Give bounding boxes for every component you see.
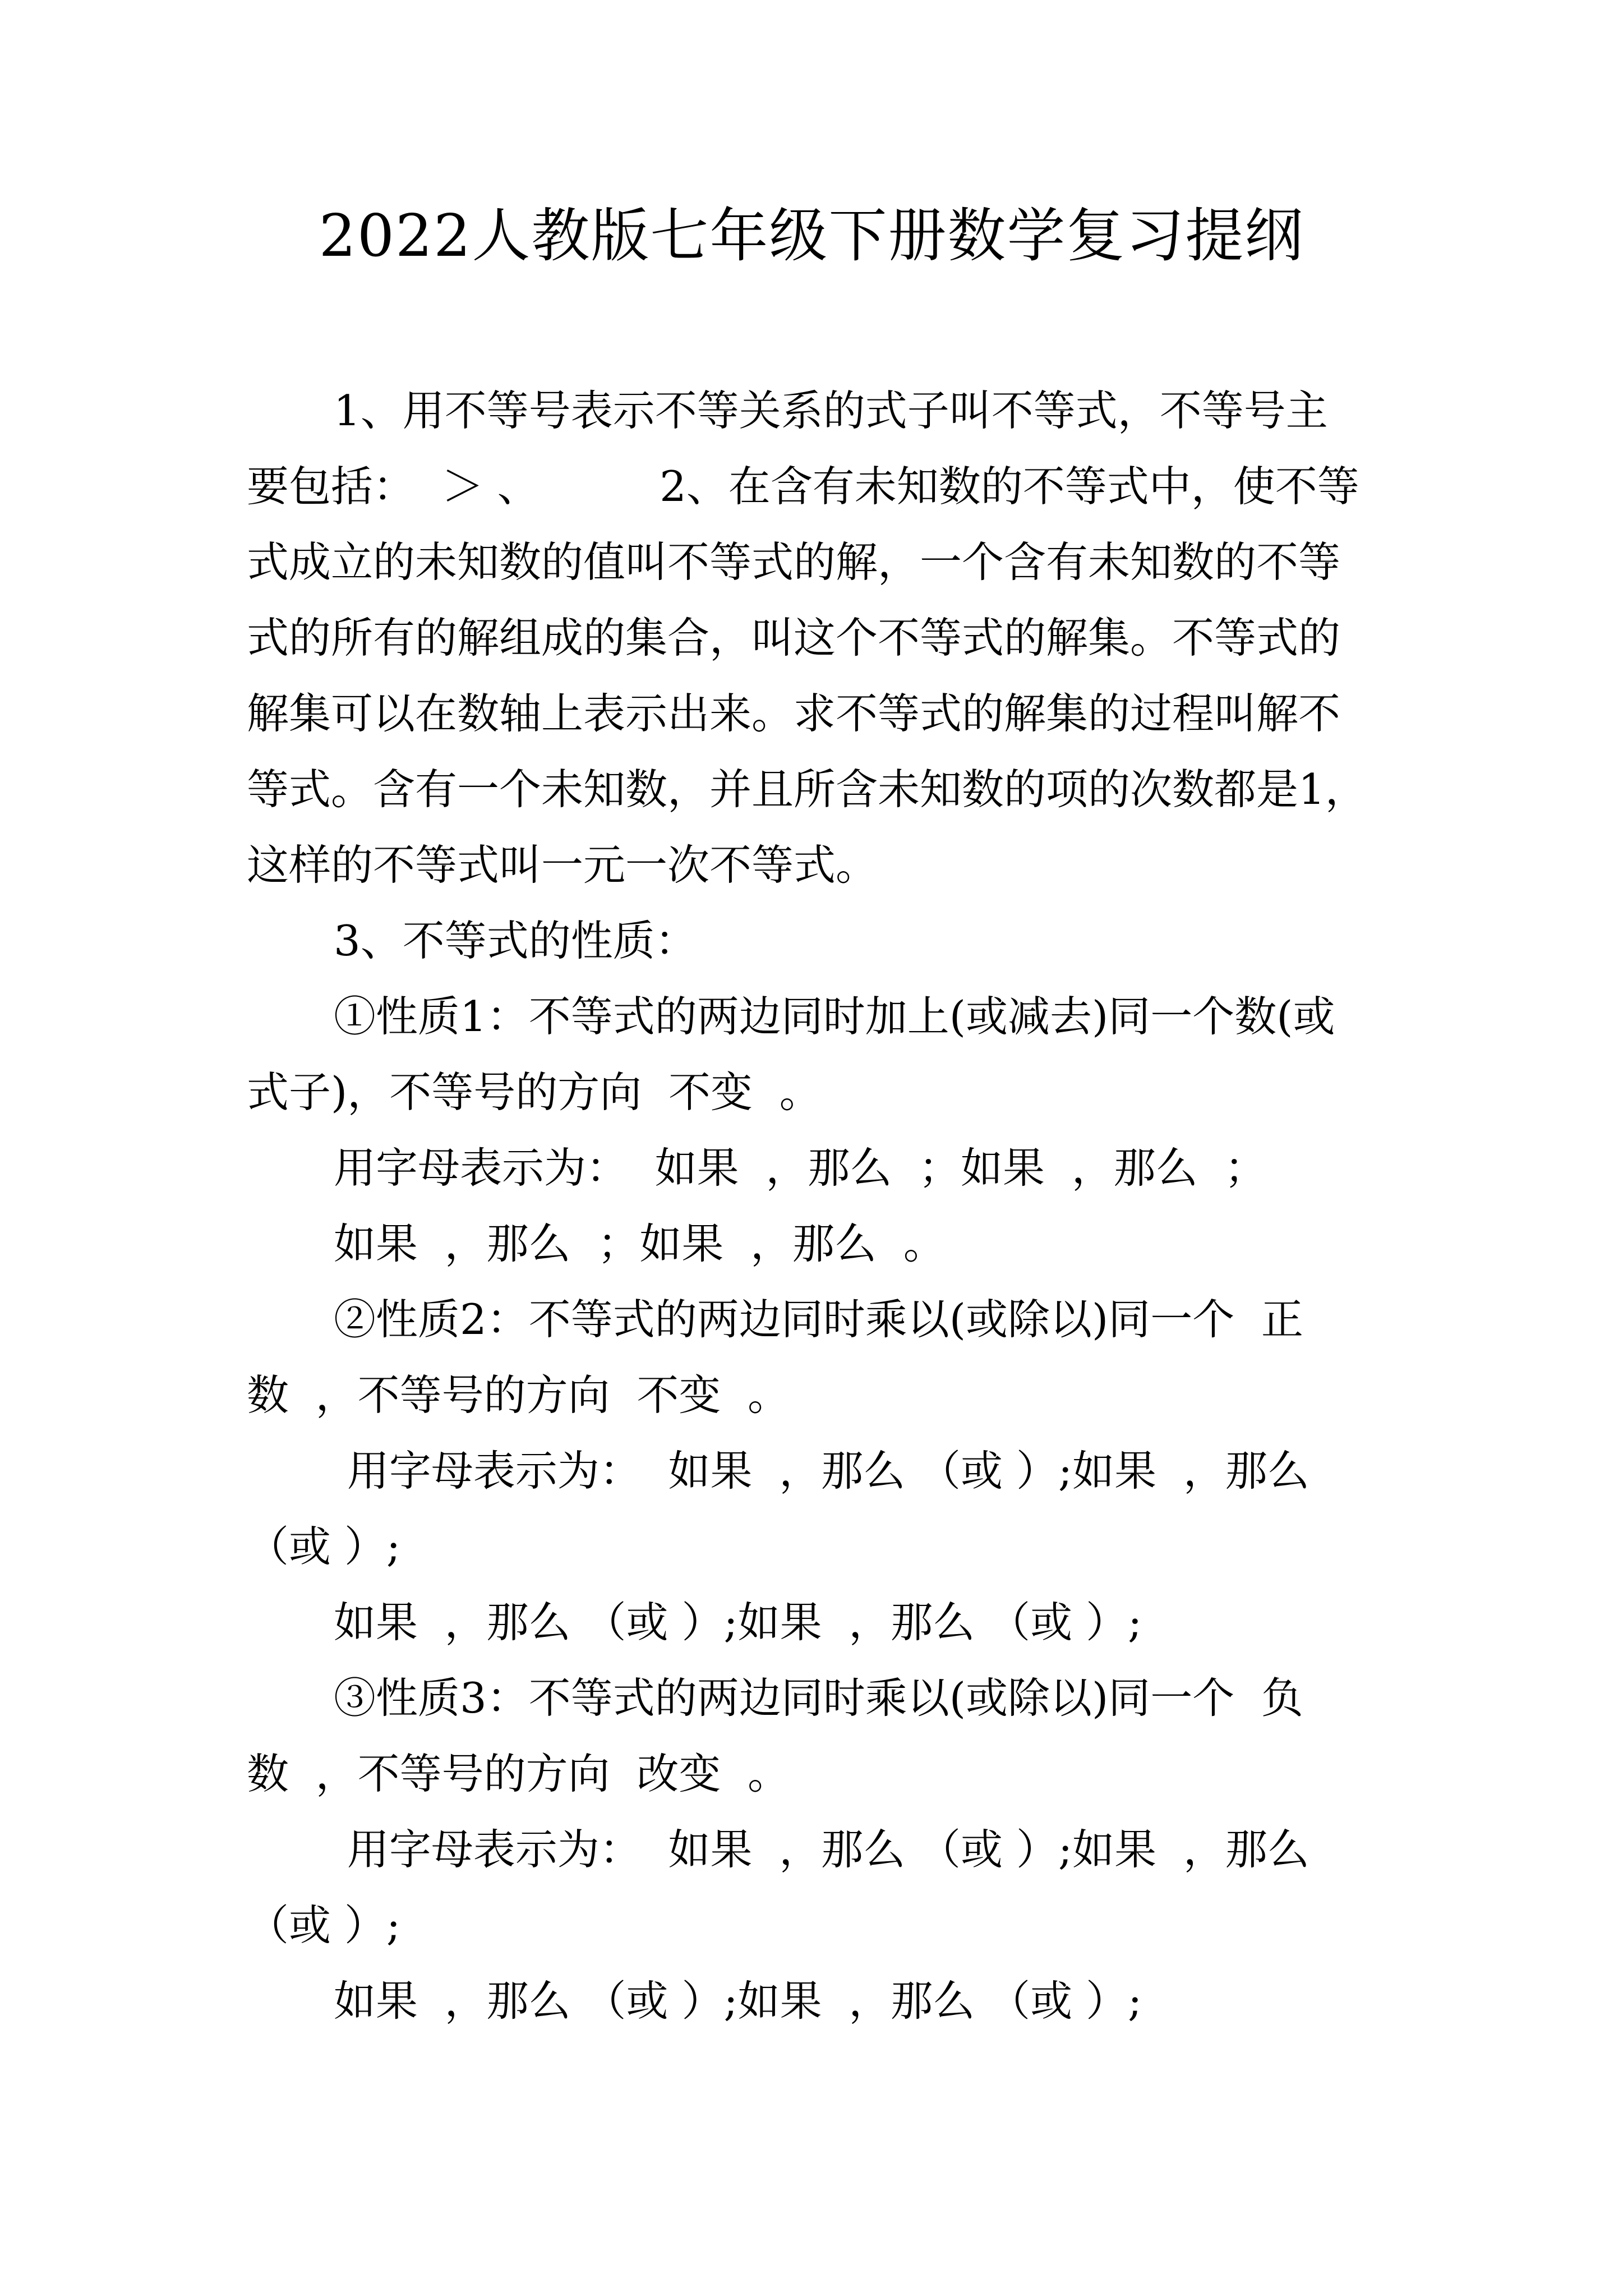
property-line: ③性质3：不等式的两边同时乘以(或除以)同一个 负	[334, 1673, 1303, 1723]
paragraph-line: 这样的不等式叫一元一次不等式。	[247, 840, 878, 890]
paragraph-line: 式成立的未知数的值叫不等式的解，一个含有未知数的不等	[247, 537, 1341, 587]
paragraph-line: 要包括： ＞ 、 2、在含有未知数的不等式中，使不等	[247, 462, 1359, 511]
property-line: 数 ，不等号的方向 改变 。	[247, 1749, 790, 1798]
paragraph-line: 式的所有的解组成的集合，叫这个不等式的解集。不等式的	[247, 613, 1341, 662]
paragraph-line: 解集可以在数轴上表示出来。求不等式的解集的过程叫解不	[247, 689, 1341, 738]
document-body	[247, 373, 1388, 2039]
formula-line: 如果 ，那么 （或 ）;如果 ，那么 （或 ）;	[334, 1598, 1142, 1647]
formula-line: （或 ）;	[247, 1522, 401, 1571]
paragraph-line: 1、用不等号表示不等关系的式子叫不等式，不等号主	[334, 386, 1328, 435]
property-line: 数 ，不等号的方向 不变 。	[247, 1370, 790, 1420]
formula-line: 用字母表示为： 如果 ，那么 ；如果 ，那么 ；	[334, 1143, 1267, 1193]
formula-line: （或 ）;	[247, 1901, 401, 1950]
document-title: 2022人教版七年级下册数学复习提纲	[319, 201, 1304, 270]
formula-line: 用字母表示为： 如果 ，那么 （或 ）;如果 ，那么	[334, 1825, 1310, 1874]
property-line: ②性质2：不等式的两边同时乘以(或除以)同一个 正	[334, 1295, 1303, 1344]
paragraph-line: 等式。含有一个未知数，并且所含未知数的项的次数都是1，	[247, 765, 1367, 814]
property-line: 式子)，不等号的方向 不变 。	[247, 1068, 822, 1117]
formula-line: 如果 ，那么 （或 ）;如果 ，那么 （或 ）;	[334, 1976, 1142, 2026]
formula-line: 用字母表示为： 如果 ，那么 （或 ）;如果 ，那么	[334, 1446, 1310, 1496]
property-line: ①性质1：不等式的两边同时加上(或减去)同一个数(或	[334, 992, 1335, 1041]
formula-line: 如果 ，那么 ；如果 ，那么 。	[334, 1219, 946, 1268]
section-heading: 3、不等式的性质：	[334, 916, 697, 965]
